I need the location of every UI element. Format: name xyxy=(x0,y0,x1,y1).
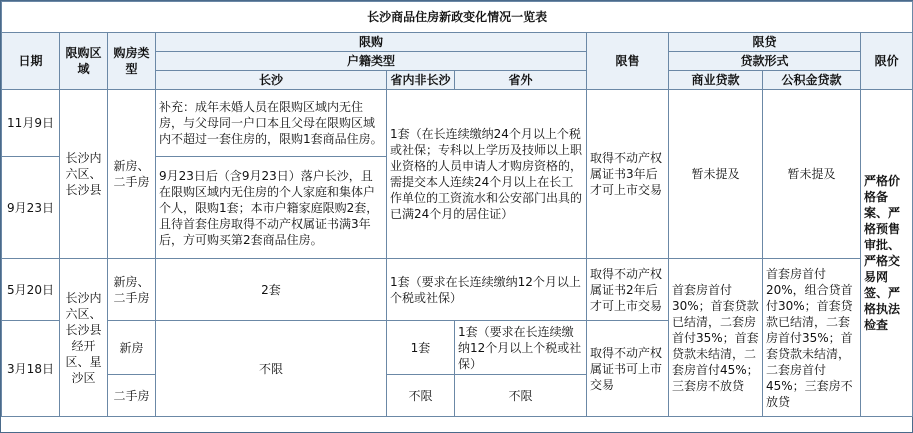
housing-type-cell: 新房、二手房 xyxy=(108,259,156,321)
header-housing-type: 购房类型 xyxy=(108,33,156,90)
changsha-rule-cell: 补充：成年未婚人员在限购区域内无住房，与父母同一户口本且父母在限购区域内不超过一套住房的，限购1套商品住房。 xyxy=(156,90,387,157)
out-province-rule-cell: 1套（要求在长连续缴纳12个月以上个税或社保） xyxy=(455,321,587,375)
header-out-province: 省外 xyxy=(455,71,587,90)
header-date: 日期 xyxy=(2,33,60,90)
header-in-province: 省内非长沙 xyxy=(387,71,455,90)
header-sale-limit: 限售 xyxy=(587,33,669,90)
commercial-loan-cell: 暂未提及 xyxy=(669,90,763,259)
header-loan-form: 贷款形式 xyxy=(669,52,861,71)
sale-limit-cell: 取得不动产权属证书3年后才可上市交易 xyxy=(587,90,669,259)
nonlocal-rule-cell: 1套（在长连续缴纳24个月以上个税或社保；专科以上学历及技师以上职业资格的人员申请人才购房资格的，需提交本人连续24个月以上在长工作单位的工资流水和公安部门出具的已满24个月的居住证） xyxy=(387,90,587,259)
commercial-loan-cell: 首套房首付30%；首套贷款已结清，二套房首付35%；首套贷款未结清，二套房首付45%；三套房不放贷 xyxy=(669,259,763,417)
area-cell: 长沙内六区、长沙县 xyxy=(60,90,108,259)
in-province-rule-cell: 不限 xyxy=(387,375,455,417)
sale-limit-cell: 取得不动产权属证书2年后才可上市交易 xyxy=(587,259,669,321)
header-purchase-limit: 限购 xyxy=(156,33,587,52)
changsha-rule-cell: 9月23日后（含9月23日）落户长沙，且在限购区域内无住房的个人家庭和集体户个人，限购1套；本市户籍家庭限购2套，且待首套住房取得不动产权属证书满3年后，方可购买第2套商品住房。 xyxy=(156,157,387,259)
date-cell: 11月9日 xyxy=(2,90,60,157)
date-cell: 9月23日 xyxy=(2,157,60,259)
header-commercial-loan: 商业贷款 xyxy=(669,71,763,90)
policy-table xyxy=(1,1,913,417)
header-household-type: 户籍类型 xyxy=(156,52,587,71)
housing-type-cell: 二手房 xyxy=(108,375,156,417)
changsha-rule-cell: 不限 xyxy=(156,321,387,417)
date-cell: 5月20日 xyxy=(2,259,60,321)
sale-limit-cell: 取得不动产权属证书可上市交易 xyxy=(587,321,669,417)
out-province-rule-cell: 不限 xyxy=(455,375,587,417)
table-title: 长沙商品住房新政变化情况一览表 xyxy=(2,2,913,33)
in-province-rule-cell: 1套 xyxy=(387,321,455,375)
header-loan-limit: 限贷 xyxy=(669,33,861,52)
header-price-limit: 限价 xyxy=(861,33,913,90)
changsha-rule-cell: 2套 xyxy=(156,259,387,321)
header-changsha: 长沙 xyxy=(156,71,387,90)
housing-type-cell: 新房、二手房 xyxy=(108,90,156,259)
fund-loan-cell: 首套房首付20%，组合贷首付30%；首套贷款已结清，二套房首付35%；首套贷款未结清，二套房首付45%；三套房不放贷 xyxy=(763,259,861,417)
housing-type-cell: 新房 xyxy=(108,321,156,375)
header-fund-loan: 公积金贷款 xyxy=(763,71,861,90)
area-cell: 长沙内六区、长沙县经开区、星沙区 xyxy=(60,259,108,417)
price-limit-cell: 严格价格备案、严格预售审批、严格交易网签、严格执法检查 xyxy=(861,90,913,417)
fund-loan-cell: 暂未提及 xyxy=(763,90,861,259)
nonlocal-rule-cell: 1套（要求在长连续缴纳12个月以上个税或社保） xyxy=(387,259,587,321)
date-cell: 3月18日 xyxy=(2,321,60,417)
header-purchase-area: 限购区域 xyxy=(60,33,108,90)
